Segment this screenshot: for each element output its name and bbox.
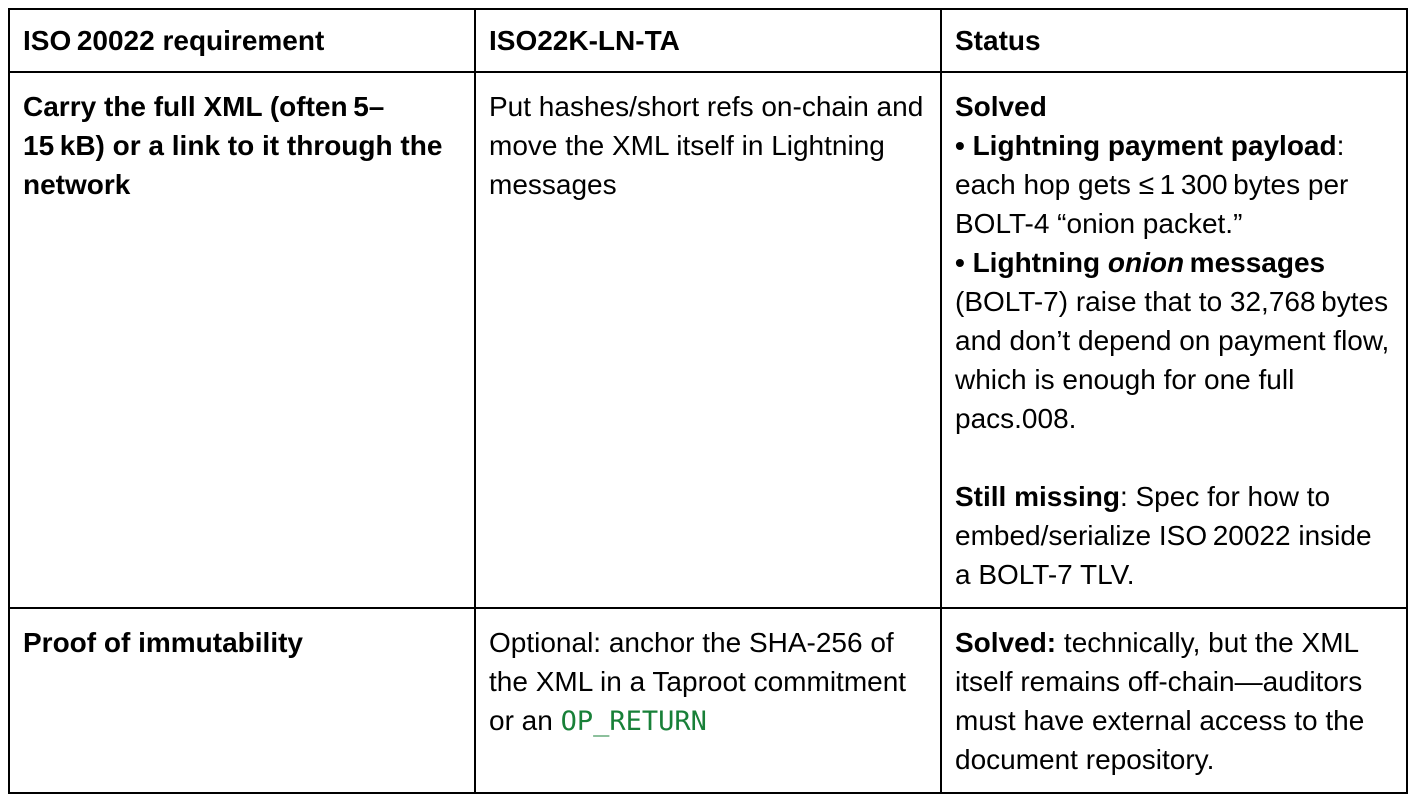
header-row (9, 9, 1407, 72)
requirements-table (8, 8, 1408, 794)
table-row (9, 608, 1407, 793)
bullet-payment-payload: • Lightning payment payload: each hop gets ≤ 1 300 bytes per BOLT-4 “onion packet.” (955, 130, 1349, 239)
requirement-cell: Carry the full XML (often 5–15 kB) or a link to it through the network (9, 72, 475, 608)
op-return-code: OP_RETURN (560, 706, 707, 737)
status-title: Solved (955, 91, 1047, 122)
still-missing-note: Still missing: Spec for how to embed/serialize ISO 20022 inside a BOLT-7 TLV. (955, 481, 1372, 590)
bullet-onion-messages: • Lightning onion messages (BOLT-7) raise that to 32,768 bytes and don’t depend on payment flow, which is enough for one full pacs.008. (955, 247, 1390, 434)
requirement-cell: Proof of immutability (9, 608, 475, 793)
header-requirement: ISO 20022 requirement (9, 9, 475, 72)
header-approach: ISO22K-LN-TA (475, 9, 941, 72)
table-row (9, 72, 1407, 608)
approach-cell: Put hashes/short refs on-chain and move the XML itself in Lightning messages (475, 72, 941, 608)
status-cell (941, 72, 1407, 608)
header-status: Status (941, 9, 1407, 72)
status-cell: Solved: technically, but the XML itself remains off-chain—auditors must have external access to the document repository. (941, 608, 1407, 793)
approach-cell: Optional: anchor the SHA-256 of the XML in a Taproot commitment or an OP_RETURN (475, 608, 941, 793)
